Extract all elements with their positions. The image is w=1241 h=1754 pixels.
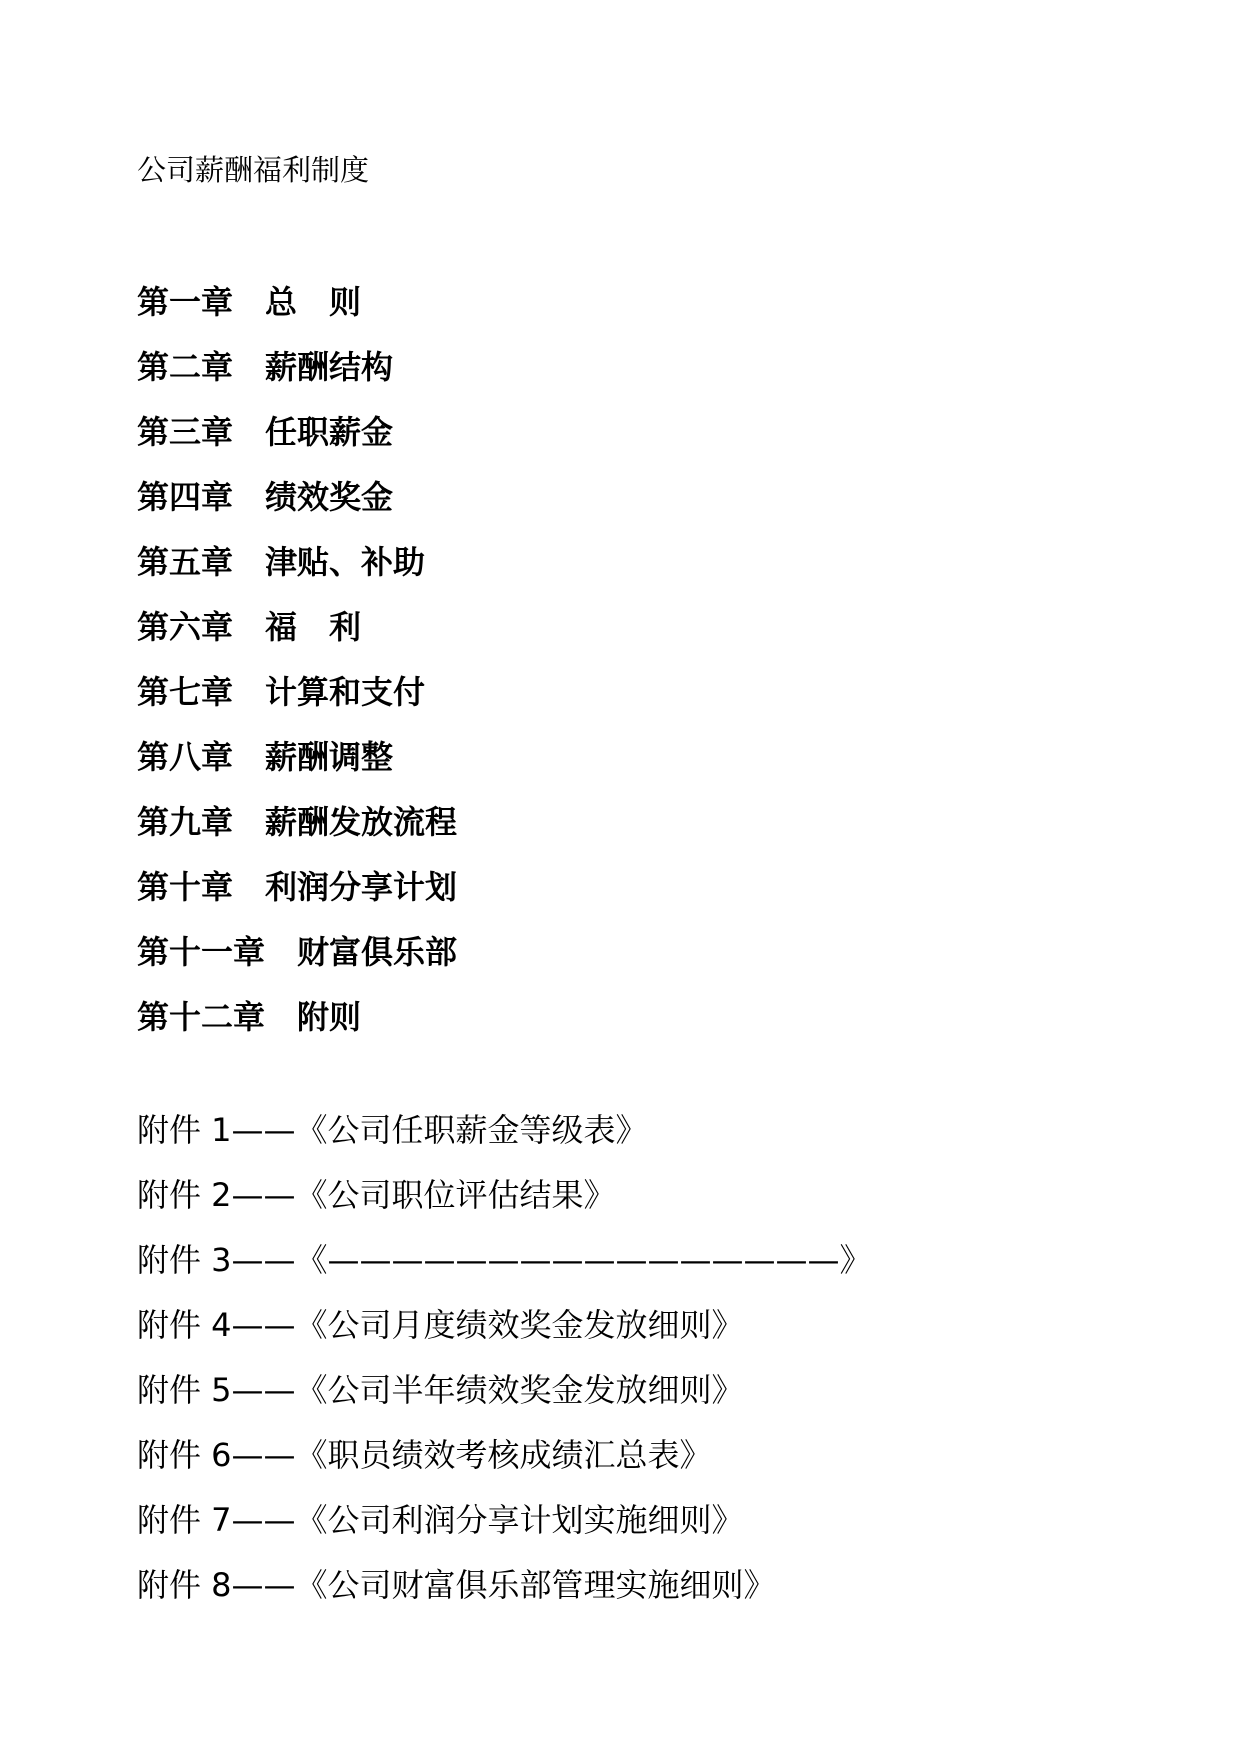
chapter-label: 第七章 [137,673,234,711]
chapter-item [137,607,457,672]
chapter-title: 薪酬发放流程 [265,803,458,841]
chapter-item [137,477,457,542]
chapter-label: 第六章 [137,608,234,646]
annex-item: 附件 1——《公司任职薪金等级表》 [137,1111,648,1149]
annex-item: 附件 6——《职员绩效考核成绩汇总表》 [137,1436,712,1474]
chapter-label: 第四章 [137,478,234,516]
chapter-item [137,867,457,932]
chapter-title: 薪酬结构 [265,348,394,386]
chapter-title: 总 则 [265,283,362,321]
chapter-item [137,347,457,412]
annex-item: 附件 8——《公司财富俱乐部管理实施细则》 [137,1566,776,1604]
chapter-item [137,672,457,737]
chapter-label: 第二章 [137,348,234,386]
chapter-title: 财富俱乐部 [297,933,458,971]
chapter-label: 第五章 [137,543,234,581]
annex-list [137,1110,872,1630]
annex-item: 附件 5——《公司半年绩效奖金发放细则》 [137,1371,744,1409]
chapter-label: 第十章 [137,868,234,906]
annex-item: 附件 3——《————————————————》 [137,1241,872,1279]
chapter-label: 第九章 [137,803,234,841]
chapter-title: 任职薪金 [265,413,394,451]
chapter-title: 附则 [297,998,362,1036]
chapter-item [137,932,457,997]
chapter-item [137,997,457,1062]
annex-item: 附件 2——《公司职位评估结果》 [137,1176,616,1214]
chapter-title: 利润分享计划 [265,868,458,906]
chapter-item [137,542,457,607]
chapter-label: 第八章 [137,738,234,776]
chapter-item [137,737,457,802]
chapter-title: 绩效奖金 [265,478,394,516]
chapter-title: 津贴、补助 [265,543,426,581]
chapter-label: 第十一章 [137,933,266,971]
annex-item: 附件 7——《公司利润分享计划实施细则》 [137,1501,744,1539]
annex-item: 附件 4——《公司月度绩效奖金发放细则》 [137,1306,744,1344]
chapter-label: 第一章 [137,283,234,321]
chapter-title: 福 利 [265,608,362,646]
chapter-title: 薪酬调整 [265,738,394,776]
chapter-label: 第十二章 [137,998,266,1036]
chapter-list [137,282,457,1062]
document-title: 公司薪酬福利制度 [137,153,370,187]
chapter-item [137,282,457,347]
chapter-item [137,802,457,867]
chapter-label: 第三章 [137,413,234,451]
chapter-item [137,412,457,477]
chapter-title: 计算和支付 [265,673,426,711]
